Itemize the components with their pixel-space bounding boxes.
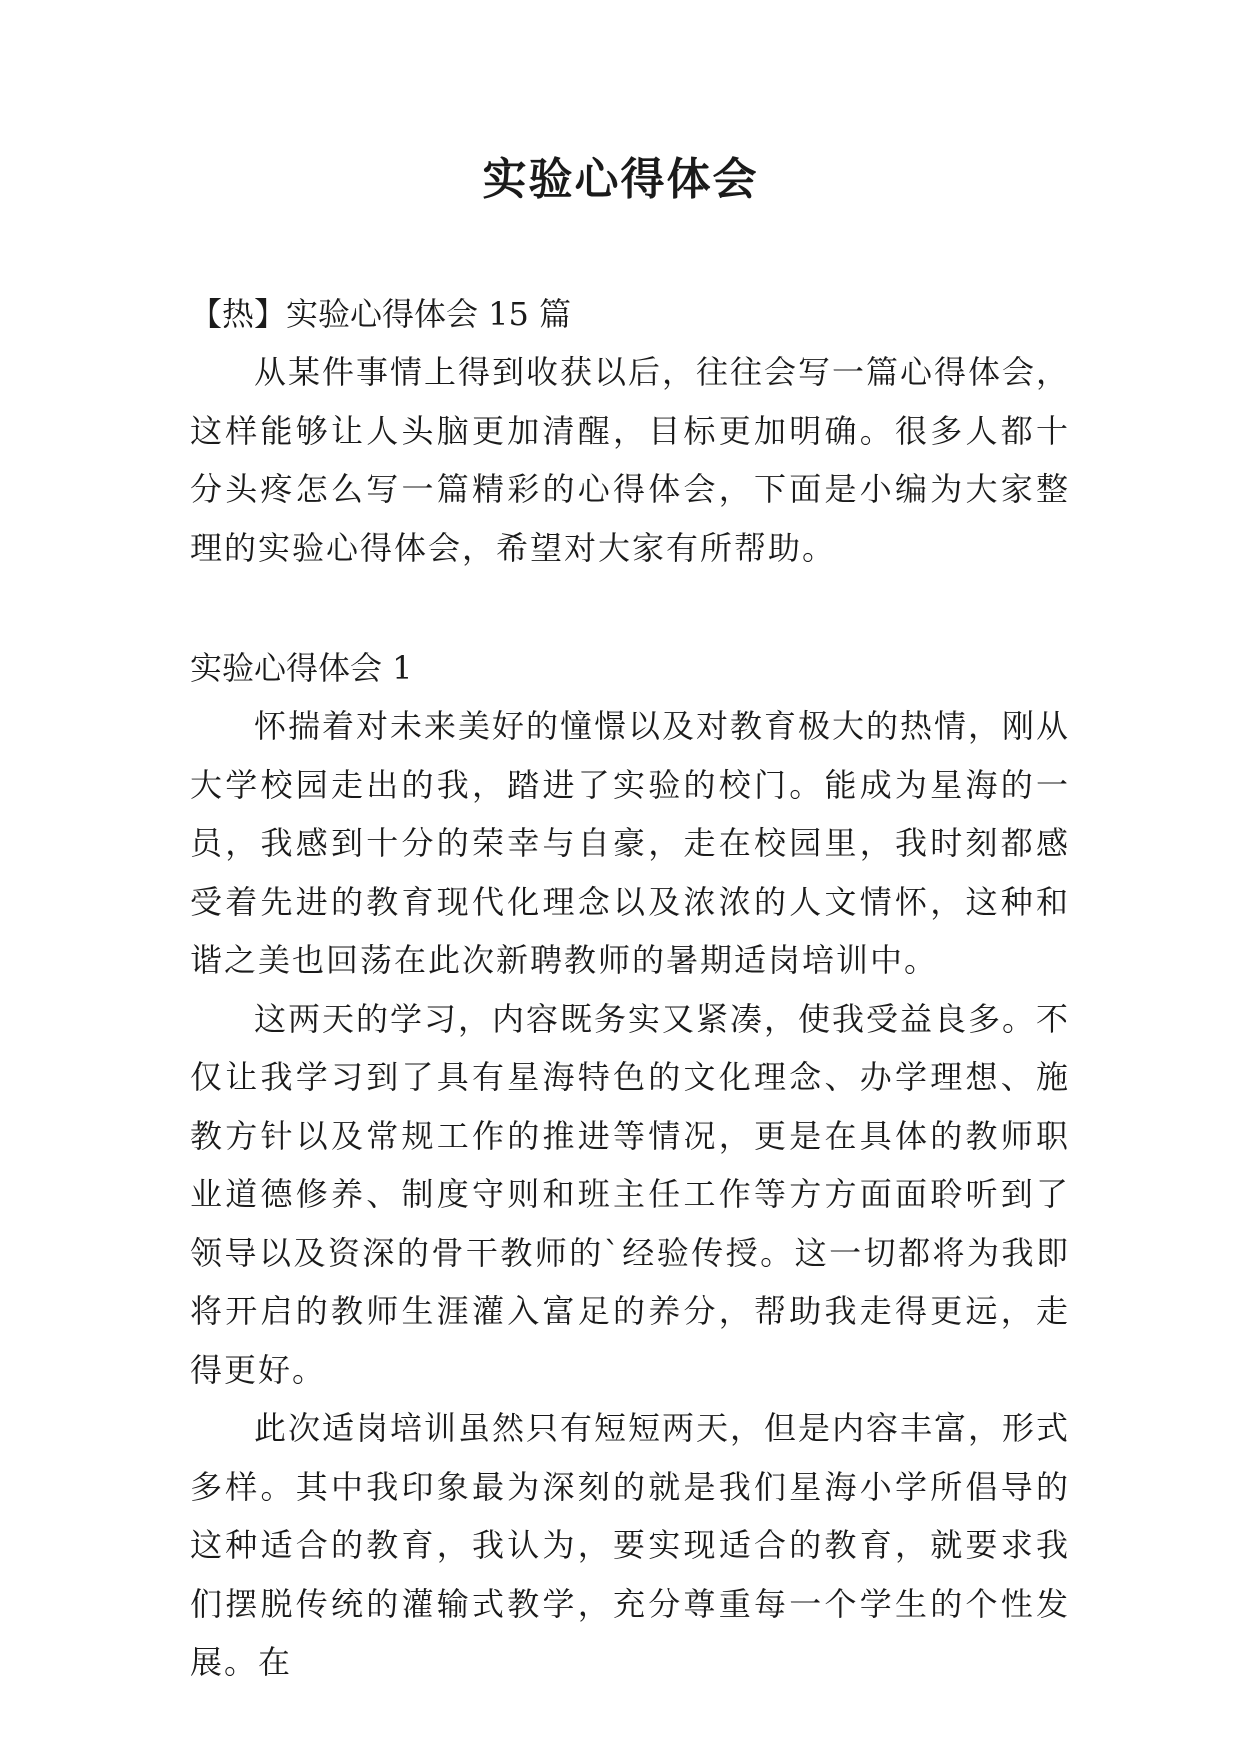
document-body xyxy=(190,285,1070,1692)
section-heading: 实验心得体会 1 xyxy=(190,649,413,687)
section-spacer xyxy=(190,577,1070,639)
document-subtitle: 【热】实验心得体会 15 篇 xyxy=(190,295,572,333)
intro-paragraph: 从某件事情上得到收获以后，往往会写一篇心得体会，这样能够让人头脑更加清醒，目标更加明确。很多人都十分头疼怎么写一篇精彩的心得体会，下面是小编为大家整理的实验心得体会，希望对大家有所帮助。 xyxy=(190,353,1071,567)
body-paragraph-1: 怀揣着对未来美好的憧憬以及对教育极大的热情，刚从大学校园走出的我，踏进了实验的校门。能成为星海的一员，我感到十分的荣幸与自豪，走在校园里，我时刻都感受着先进的教育现代化理念以及浓浓的人文情怀，这种和谐之美也回荡在此次新聘教师的暑期适岗培训中。 xyxy=(190,707,1071,979)
document-title: 实验心得体会 xyxy=(482,154,759,205)
body-paragraph-2: 这两天的学习，内容既务实又紧凑，使我受益良多。不仅让我学习到了具有星海特色的文化理念、办学理想、施教方针以及常规工作的推进等情况，更是在具体的教师职业道德修养、制度守则和班主任工作等方方面面聆听到了领导以及资深的骨干教师的`经验传授。这一切都将为我即将开启的教师生涯灌入富足的养分，帮助我走得更远，走得更好。 xyxy=(190,999,1071,1389)
body-paragraph-3: 此次适岗培训虽然只有短短两天，但是内容丰富，形式多样。其中我印象最为深刻的就是我们星海小学所倡导的这种适合的教育，我认为，要实现适合的教育，就要求我们摆脱传统的灌输式教学，充分尊重每一个学生的个性发展。在 xyxy=(190,1409,1071,1681)
